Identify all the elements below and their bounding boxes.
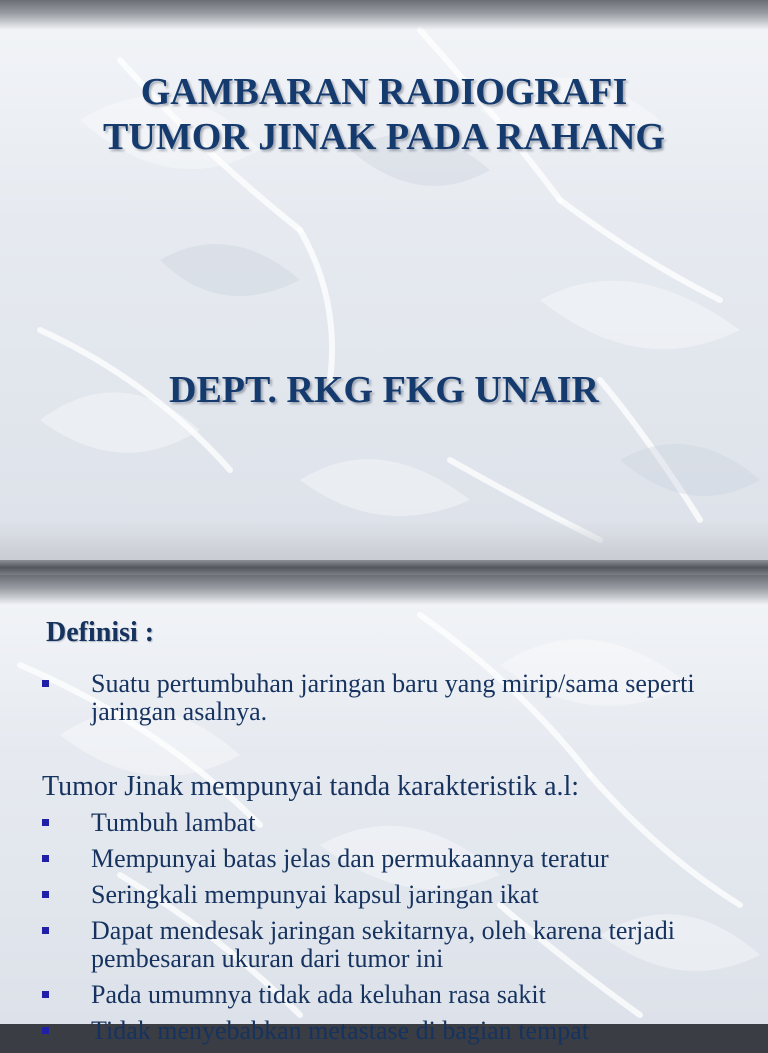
slide-bottom-shade [0,520,768,560]
title-line-2: TUMOR JINAK PADA RAHANG [103,116,665,158]
list-item [0,917,768,973]
list-item [0,845,768,873]
square-bullet-icon [42,680,49,687]
square-bullet-icon [42,927,49,934]
list-item [0,809,768,837]
square-bullet-icon [42,991,49,998]
list-item [0,670,768,726]
square-bullet-icon [42,1027,49,1034]
slide-subtitle: DEPT. RKG FKG UNAIR [169,369,599,411]
characteristics-heading: Tumor Jinak mempunyai tanda karakteristik a.l: [42,771,580,802]
slide-title [0,70,768,160]
definition-list [0,670,768,734]
list-item-text: Mempunyai batas jelas dan permukaannya teratur [91,844,609,873]
title-line-1: GAMBARAN RADIOGRAFI [140,71,628,113]
list-item-text: Tidak menyebabkan metastase di bagian tempat [91,1016,589,1045]
list-item [0,981,768,1009]
square-bullet-icon [42,891,49,898]
list-item-text: Pada umumnya tidak ada keluhan rasa sakit [91,980,546,1009]
list-item-text: Seringkali mempunyai kapsul jaringan ikat [91,880,539,909]
list-item [0,881,768,909]
list-item-text: Suatu pertumbuhan jaringan baru yang mirip/sama seperti jaringan asalnya. [91,669,695,726]
characteristics-list [0,809,768,1053]
list-item-text: Tumbuh lambat [91,808,256,837]
slide-top-shade [0,0,768,30]
square-bullet-icon [42,855,49,862]
list-item [0,1017,768,1045]
slide-top-shade [0,575,768,605]
definition-heading: Definisi : [46,617,155,648]
definition-slide [0,575,768,1045]
square-bullet-icon [42,819,49,826]
list-item-text: Dapat mendesak jaringan sekitarnya, oleh karena terjadi pembesaran ukuran dari tumor ini [91,916,676,973]
slide-divider [0,560,768,575]
